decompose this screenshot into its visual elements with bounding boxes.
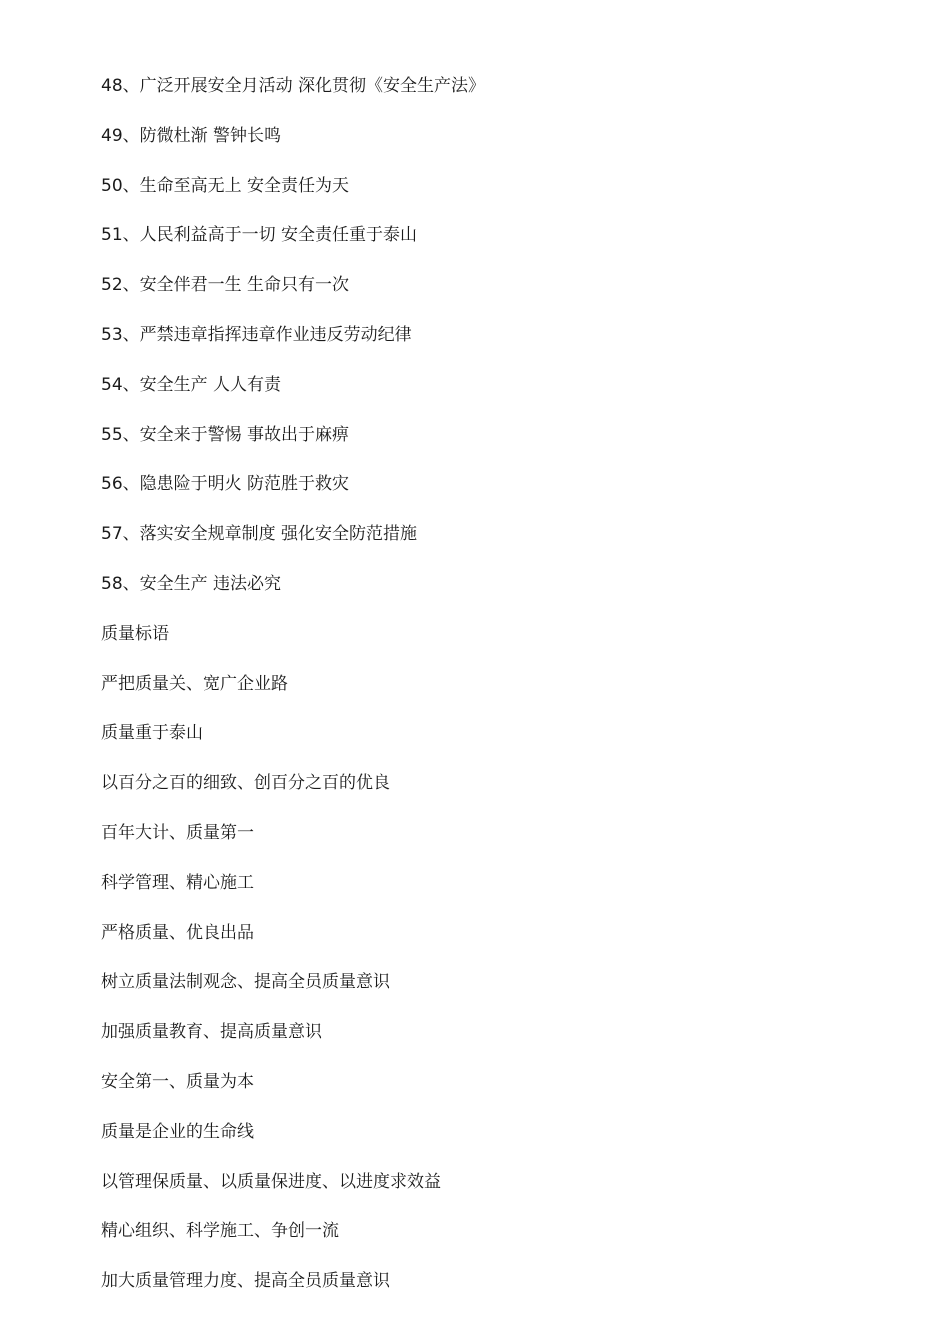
slogan-line: 质量重于泰山: [101, 723, 203, 744]
slogan-line: 加大质量管理力度、提高全员质量意识: [101, 1271, 390, 1292]
slogan-line: 56、隐患险于明火 防范胜于救灾: [101, 474, 350, 495]
slogan-line: 51、人民利益高于一切 安全责任重于泰山: [101, 225, 418, 246]
slogan-line: 严格质量、优良出品: [101, 922, 254, 943]
slogan-line: 55、安全来于警惕 事故出于麻痹: [101, 424, 350, 445]
slogan-line: 安全第一、质量为本: [101, 1071, 254, 1092]
slogan-line: 严把质量关、宽广企业路: [101, 673, 288, 694]
slogan-line: 49、防微杜渐 警钟长鸣: [101, 125, 282, 146]
slogan-line: 质量是企业的生命线: [101, 1121, 254, 1142]
slogan-line: 精心组织、科学施工、争创一流: [101, 1221, 339, 1242]
slogan-line: 53、严禁违章指挥违章作业违反劳动纪律: [101, 324, 412, 345]
slogan-line: 科学管理、精心施工: [101, 872, 254, 893]
slogan-line: 57、落实安全规章制度 强化安全防范措施: [101, 524, 418, 545]
section-heading-quality: 质量标语: [101, 623, 169, 644]
slogan-line: 52、安全伴君一生 生命只有一次: [101, 275, 350, 296]
slogan-line: 50、生命至高无上 安全责任为天: [101, 175, 350, 196]
slogan-line: 58、安全生产 违法必究: [101, 573, 282, 594]
slogan-line: 48、广泛开展安全月活动 深化贯彻《安全生产法》: [101, 76, 486, 96]
slogan-line: 54、安全生产 人人有责: [101, 374, 282, 395]
slogan-line: 百年大计、质量第一: [101, 822, 254, 843]
slogan-line: 以管理保质量、以质量保进度、以进度求效益: [101, 1171, 441, 1192]
slogan-line: 加强质量教育、提高质量意识: [101, 1022, 322, 1043]
slogan-list: [101, 73, 485, 1318]
slogan-line: 树立质量法制观念、提高全员质量意识: [101, 972, 390, 993]
slogan-line: 以百分之百的细致、创百分之百的优良: [101, 773, 390, 794]
